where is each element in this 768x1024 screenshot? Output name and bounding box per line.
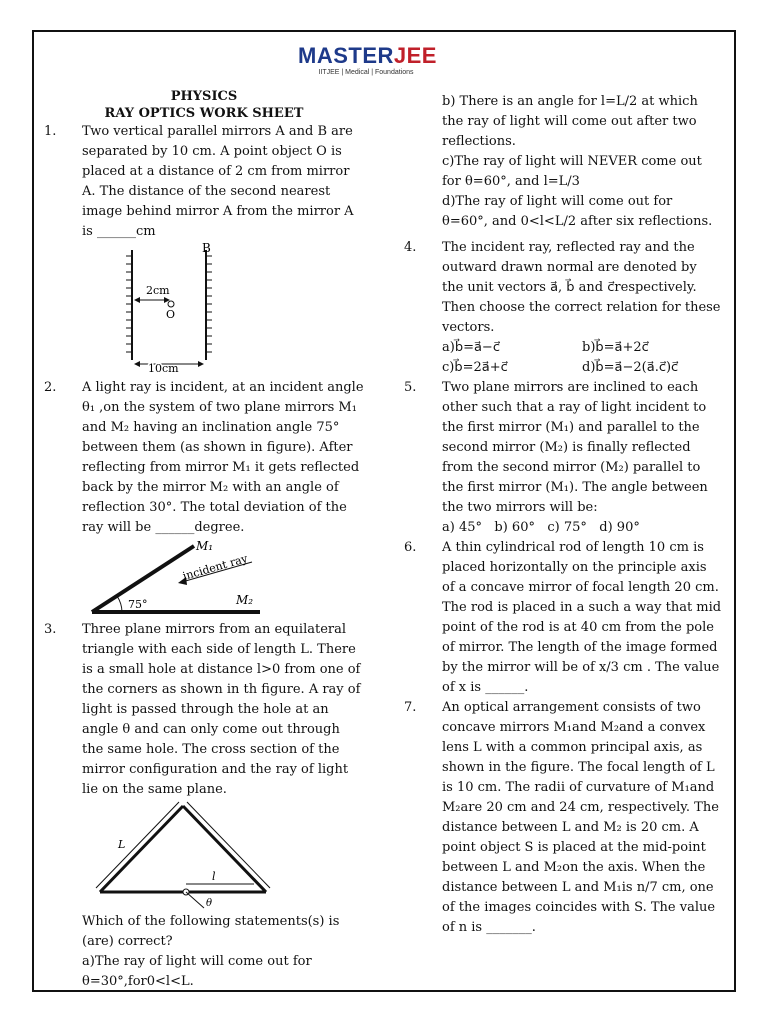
q4-option-c: c)b⃗=2a⃗+c⃗ (442, 360, 508, 375)
question-number: 4. (404, 240, 417, 255)
worksheet-title: RAY OPTICS WORK SHEET (104, 106, 304, 121)
right-column (404, 92, 722, 938)
incident-ray-label: incident ray (181, 551, 250, 583)
question-text: The incident ray, reflected ray and the outward drawn normal are denoted by the unit vectors a⃗, b⃗ and c⃗respectively. Then choose the correct relation for these vectors. (442, 240, 721, 335)
hole-distance-l-label: l (212, 870, 216, 883)
q4-options (442, 338, 722, 378)
logo-brand-part2: JEE (393, 43, 437, 68)
question-text: A thin cylindrical rod of length 10 cm is placed horizontally on the principle axis of a concave mirror of focal length 20 cm. The rod is placed in a such a way that mid point of the rod is at 40 cm from the pole of mirror. The length of the image formed by the mirror will be of x/3 cm . The value of x is ______. (442, 540, 722, 695)
question-5 (404, 378, 722, 538)
question-3 (44, 620, 364, 800)
question-2 (44, 378, 364, 538)
logo-tagline: IITJEE | Medical | Foundations (318, 69, 414, 76)
question-text: A light ray is incident, at an incident angle θ₁ ,on the system of two plane mirrors M₁ and M₂ having an inclination angle 75° between them (as shown in figure). After reflecting from mirror M₁ it gets reflected back by the mirror M₂ with an angle of reflection 30°. The total deviation of the ray will be ______degree. (82, 380, 364, 535)
q3-option-c: c)The ray of light will NEVER come out for θ=60°, and l=L/3 (442, 154, 702, 189)
q5-options: a) 45° b) 60° c) 75° d) 90° (442, 520, 640, 535)
logo-brand-part1: MASTER (298, 43, 394, 68)
equilateral-triangle-mirror-figure (44, 800, 364, 912)
question-4 (404, 238, 722, 378)
distance-2cm-label: 2cm (146, 284, 170, 297)
angle-75-label: 75° (128, 598, 148, 611)
question-text: Two plane mirrors are inclined to each other such that a ray of light incident to the first mirror (M₁) and parallel to the second mirror (M₂) is finally reflected from the second mirror (M₂) parallel to the first mirror (M₁). The angle between the two mirrors will be: (442, 380, 708, 515)
mirror-m2-label: M₂ (236, 593, 254, 607)
object-o-marker (168, 301, 174, 307)
question-text: An optical arrangement consists of two concave mirrors M₁and M₂and a convex lens L with a common principal axis, as shown in the figure. The focal length of L is 10 cm. The radii of curvature of M₁and M₂are 20 cm and 24 cm, respectively. The distance between L and M₂ is 20 cm. A point object S is placed at the mid-point between L and M₂on the axis. When the distance between L and M₁is n/7 cm, one of the images coincides with S. The value of n is _______. (442, 700, 719, 935)
masterjee-logo (298, 43, 437, 77)
parallel-mirrors-figure (44, 242, 364, 378)
question-number: 5. (404, 380, 417, 395)
side-L-label: L (118, 838, 126, 851)
inclined-mirrors-figure (44, 538, 364, 620)
question-text: Three plane mirrors from an equilateral triangle with each side of length L. There is a small hole at distance l>0 from one of the corners as shown in th figure. A ray of light is passed through the hole at an angle θ and can only come out through the same hole. The cross section of the mirror configuration and the ray of light lie on the same plane. (82, 622, 361, 797)
angle-theta-label: θ (206, 898, 213, 909)
q4-option-a: a)b⃗=a⃗−c⃗ (442, 340, 500, 355)
question-7 (404, 698, 722, 938)
question-1 (44, 122, 364, 242)
distance-10cm-label: 10cm (148, 362, 179, 375)
subject-heading: PHYSICS (170, 89, 238, 104)
question-text: Two vertical parallel mirrors A and B are separated by 10 cm. A point object O is placed at a distance of 2 cm from mirror A. The distance of the second nearest image behind mirror A from the mirror A is ______cm (82, 124, 354, 239)
question-number: 1. (44, 124, 57, 139)
question-number: 3. (44, 622, 57, 637)
q3-question-prompt: Which of the following statements(s) is (are) correct? (82, 914, 340, 949)
question-number: 2. (44, 380, 57, 395)
object-o-label: O (166, 308, 176, 321)
mirror-m1-label: M₁ (196, 539, 214, 553)
question-number: 7. (404, 700, 417, 715)
q3-option-d: d)The ray of light will come out for θ=60°, and 0<l<L/2 after six reflections. (442, 194, 713, 229)
question-6 (404, 538, 722, 698)
left-column (44, 88, 364, 992)
q4-option-b: b)b⃗=a⃗+2c⃗ (582, 340, 649, 355)
q3-option-a: a)The ray of light will come out for θ=30°,for0<l<L. (82, 954, 312, 989)
mirror-b-label: B (202, 242, 211, 255)
question-number: 6. (404, 540, 417, 555)
q4-option-d: d)b⃗=a⃗−2(a⃗.c⃗)c⃗ (582, 360, 679, 375)
q3-option-b: b) There is an angle for l=L/2 at which the ray of light will come out after two reflections. (442, 94, 698, 149)
